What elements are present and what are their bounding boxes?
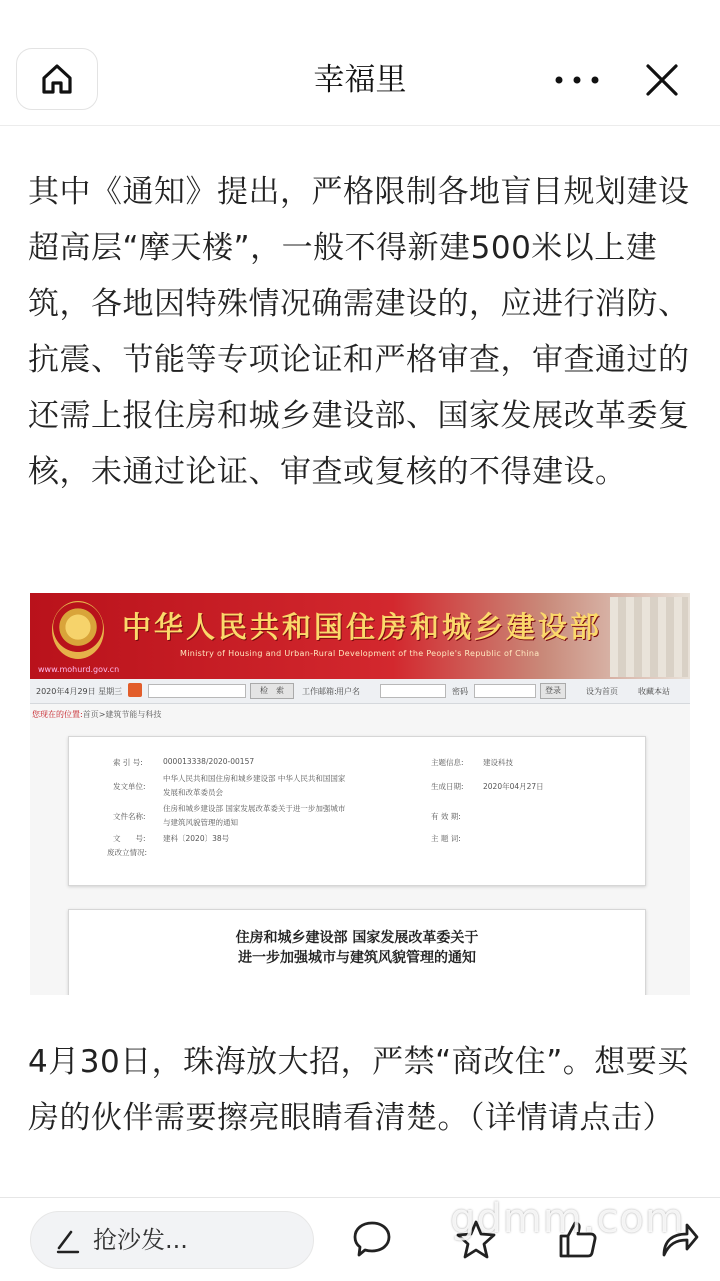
site-domain: www.mohurd.gov.cn (38, 665, 120, 674)
docno-label: 文 号: (113, 834, 146, 843)
ministry-english-title: Ministry of Housing and Urban-Rural Development of the People's Republic of China (180, 649, 540, 658)
username-label: 用户名 (336, 687, 360, 696)
article-paragraph-1: 其中《通知》提出，严格限制各地盲目规划建设超高层“摩天楼”，一般不得新建500米以上建筑，各地因特殊情况确需建设的，应进行消防、抗震、节能等专项论证和严格审查，审查通过的还需上报住房和城乡建设部、国家发展改革委复核，未通过论证、审查或复核的不得建设。 (28, 174, 690, 490)
filename-label: 文件名称: (113, 812, 146, 821)
site-search-box (148, 684, 246, 698)
breadcrumb-label: 您现在的位置: (32, 710, 83, 719)
comment-button[interactable] (348, 1216, 396, 1262)
document-meta-card (68, 736, 646, 886)
password-label: 密码 (452, 687, 468, 696)
toolbar-date: 2020年4月29日 星期三 (36, 687, 123, 696)
close-icon (645, 63, 679, 97)
issuer-value-1: 中华人民共和国住房和城乡建设部 中华人民共和国国家 (163, 774, 346, 783)
keywords-label: 主 题 词: (431, 834, 461, 843)
building-image (610, 597, 688, 677)
document-title-line-1: 住房和城乡建设部 国家发展改革委关于 (235, 930, 479, 946)
document-title-card (68, 909, 646, 995)
status-label: 废改立情况: (107, 848, 148, 857)
login-button: 登录 (540, 683, 566, 699)
article-paragraph-2[interactable]: 4月30日，珠海放大招，严禁“商改住”。想要买房的伙伴需要擦亮眼睛看清楚。（详情请点击） (28, 1044, 689, 1136)
ministry-banner (30, 593, 690, 679)
watermark: gdmm.com (450, 1196, 685, 1242)
filename-value-2: 与建筑风貌管理的通知 (163, 818, 238, 827)
more-button[interactable] (545, 58, 609, 102)
issuer-label: 发文单位: (113, 782, 146, 791)
comment-input[interactable] (30, 1211, 314, 1269)
topic-label: 主题信息: (431, 758, 464, 767)
article-image[interactable] (30, 593, 690, 995)
breadcrumb-path: 首页>建筑节能与科技 (82, 710, 162, 719)
document-title (69, 928, 645, 968)
more-icon (554, 75, 600, 85)
home-button[interactable] (16, 48, 98, 110)
search-logo-icon (128, 683, 142, 697)
password-box (474, 684, 536, 698)
set-home-link: 设为首页 (586, 687, 618, 696)
date-value: 2020年04月27日 (483, 782, 544, 791)
national-emblem-icon (52, 601, 104, 659)
close-button[interactable] (636, 56, 688, 104)
site-search-button: 检 索 (250, 683, 294, 699)
index-no-label: 索 引 号: (113, 758, 143, 767)
ministry-title: 中华人民共和国住房和城乡建设部 (122, 610, 603, 644)
topic-value: 建设科技 (483, 758, 513, 767)
date-label: 生成日期: (431, 782, 464, 791)
pen-icon (55, 1228, 81, 1254)
document-title-line-2: 进一步加强城市与建筑风貌管理的通知 (238, 950, 476, 966)
mailbox-label: 工作邮箱: (302, 687, 337, 696)
bookmark-link: 收藏本站 (638, 687, 670, 696)
top-bar (0, 0, 720, 126)
site-toolbar (30, 679, 690, 704)
home-icon (40, 62, 74, 96)
username-box (380, 684, 446, 698)
validity-label: 有 效 期: (431, 812, 461, 821)
issuer-value-2: 发展和改革委员会 (163, 788, 223, 797)
comment-placeholder: 抢沙发... (93, 1226, 188, 1254)
index-no-value: 000013338/2020-00157 (163, 757, 255, 766)
breadcrumb (32, 709, 161, 720)
filename-value-1: 住房和城乡建设部 国家发展改革委关于进一步加强城市 (163, 804, 346, 813)
comment-icon (351, 1219, 393, 1259)
docno-value: 建科〔2020〕38号 (163, 834, 230, 843)
page-title: 幸福里 (313, 62, 407, 98)
